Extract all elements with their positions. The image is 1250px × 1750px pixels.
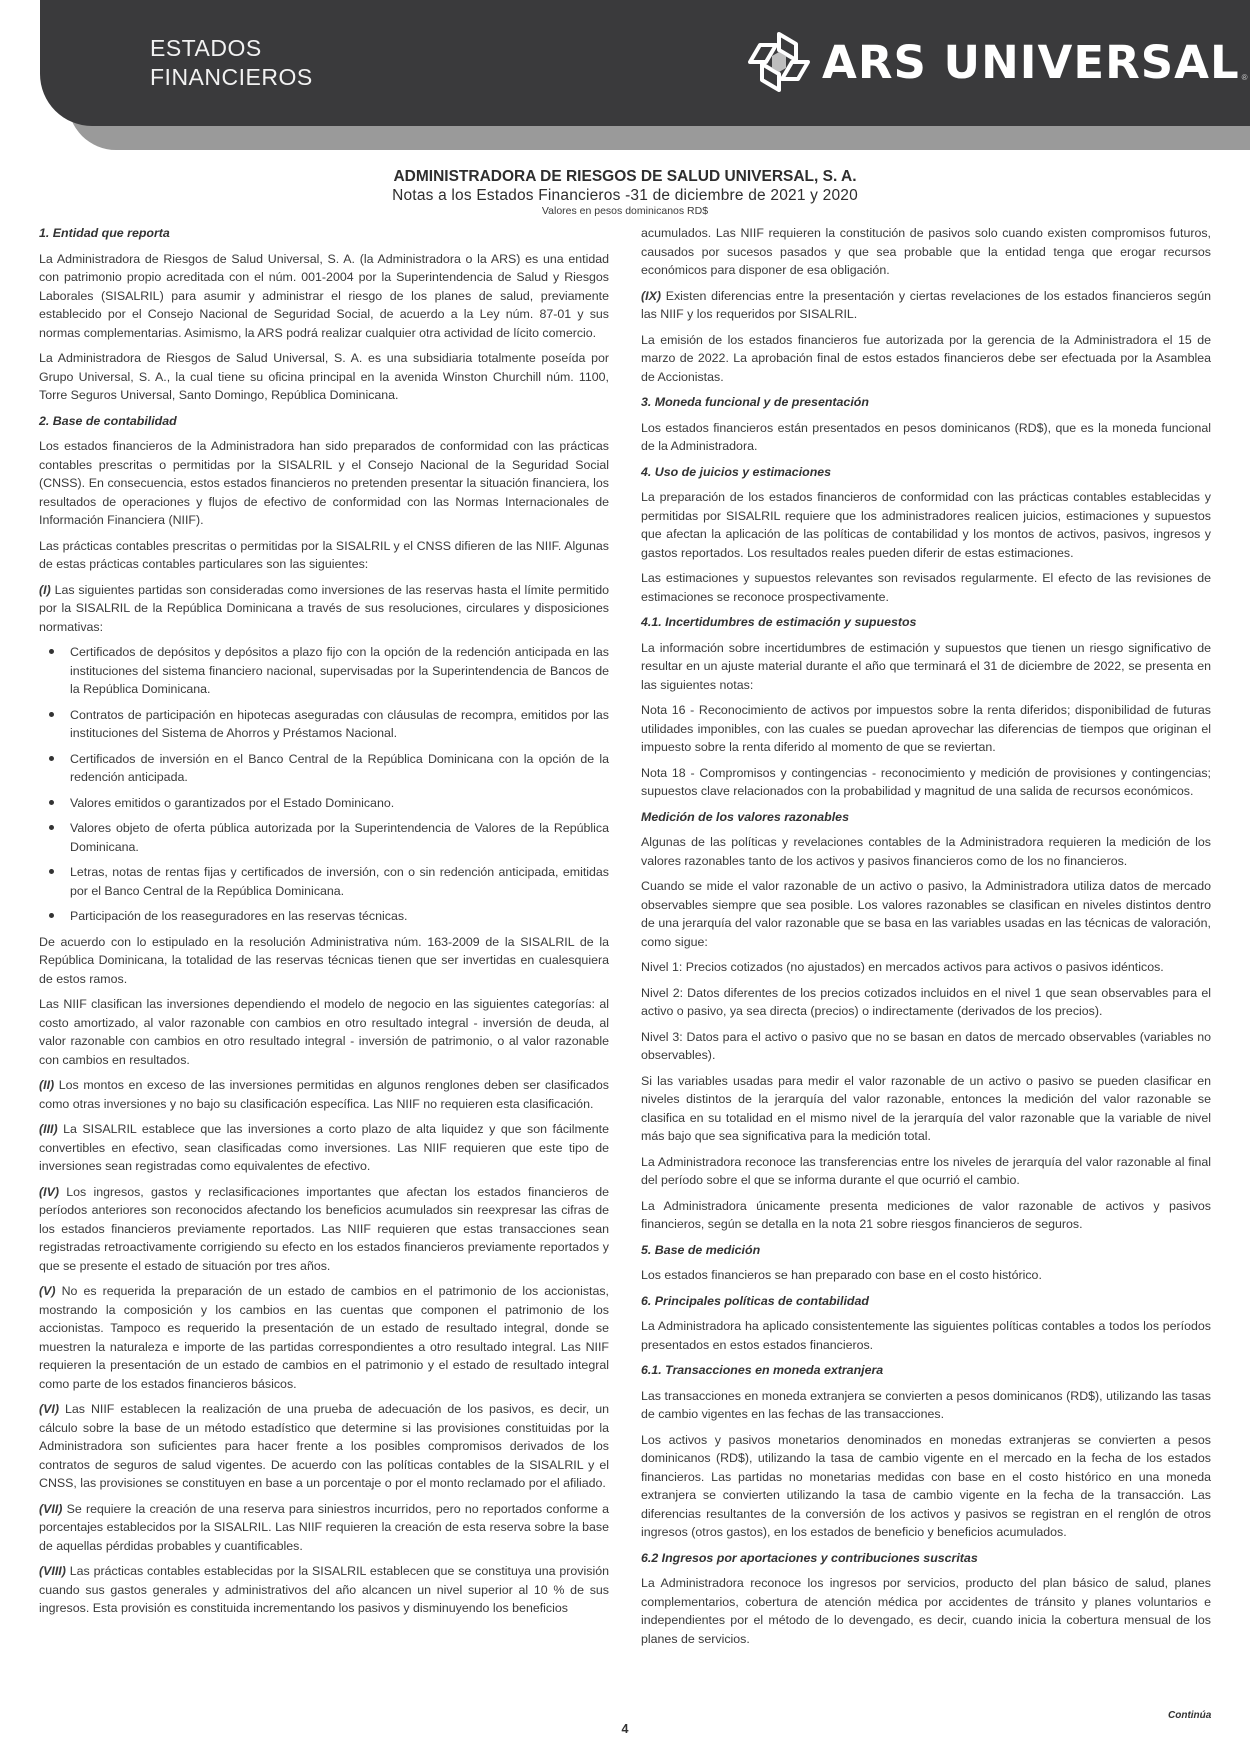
logo-wordmark: ARS UNIVERSAL <box>822 35 1240 89</box>
list-item: Valores emitidos o garantizados por el Estado Dominicano. <box>39 794 609 813</box>
item-text: La SISALRIL establece que las inversiones a corto plazo de alta liquidez y que son fácilmente convertibles en efectivo, sean clasificadas como inversiones. Las NIIF requieren que este tipo de inversiones sean registradas como equivalentes de efectivo. <box>39 1122 609 1173</box>
continued-label: Continúa <box>1168 1710 1212 1721</box>
item-marker: (IV) <box>39 1184 59 1199</box>
list-item: Certificados de inversión en el Banco Central de la República Dominicana con la opción de la redención anticipada. <box>39 750 609 787</box>
list-item: Valores objeto de oferta pública autorizada por la Superintendencia de Valores de la República Dominicana. <box>39 819 609 856</box>
section-heading: Medición de los valores razonables <box>641 809 849 824</box>
left-column <box>39 224 609 1625</box>
section-heading: 5. Base de medición <box>641 1242 761 1257</box>
item-marker: (VII) <box>39 1501 63 1516</box>
section-heading: 4.1. Incertidumbres de estimación y supuestos <box>641 615 917 629</box>
item-text: Los montos en exceso de las inversiones permitidas en algunos renglones deben ser clasificados como otras inversiones y no bajo su clasificación específica. Las NIIF no requieren esta clasificación. <box>39 1078 609 1111</box>
paragraph: Algunas de las políticas y revelaciones contables de la Administradora requieren la medición de los valores razonables tanto de los activos y pasivos financieros como de los no financieros. <box>641 835 1211 868</box>
paragraph: La Administradora ha aplicado consistentemente las siguientes políticas contables a todos los períodos presentados en estos estados financieros. <box>641 1319 1211 1352</box>
paragraph: acumulados. Las NIIF requieren la constitución de pasivos solo cuando existen compromisos futuros, causados por sucesos pasados y que sea probable que la entidad tenga que erogar recursos económicos para disponer de esa obligación. <box>641 226 1211 277</box>
paragraph: Los estados financieros están presentados en pesos dominicanos (RD$), que es la moneda funcional de la Administradora. <box>641 420 1211 453</box>
paragraph: Nivel 1: Precios cotizados (no ajustados) en mercados activos para activos o pasivos idénticos. <box>641 960 1164 974</box>
paragraph: La Administradora reconoce las transferencias entre los niveles de jerarquía del valor razonable al final del período sobre el que se informa durante el que ocurrió el cambio. <box>641 1154 1211 1187</box>
paragraph <box>39 1282 609 1393</box>
item-text: Existen diferencias entre la presentación y ciertas revelaciones de los estados financieros según las NIIF y los requeridos por SISALRIL. <box>641 288 1211 321</box>
paragraph: Las transacciones en moneda extranjera se convierten a pesos dominicanos (RD$), utilizando las tasas de cambio vigentes en las fechas de las transacciones. <box>641 1388 1211 1421</box>
section-heading: 6.1. Transacciones en moneda extranjera <box>641 1363 884 1377</box>
section-title <box>150 34 313 92</box>
paragraph: La información sobre incertidumbres de estimación y supuestos que tienen un riesgo significativo de resultar en un ajuste material durante el año que terminará el 31 de diciembre de 2022, se presenta en las siguientes notas: <box>641 640 1211 692</box>
paragraph: Nota 18 - Compromisos y contingencias - reconocimiento y medición de provisiones y contingencias; supuestos clave relacionados con la probabilidad y magnitud de una salida de recursos económicos. <box>641 765 1211 798</box>
company-name: ADMINISTRADORA DE RIESGOS DE SALUD UNIVERSAL, S. A. <box>393 168 857 185</box>
company-logo <box>746 28 1248 96</box>
item-marker: (V) <box>39 1284 56 1298</box>
paragraph <box>39 1183 609 1276</box>
paragraph: Nota 16 - Reconocimiento de activos por impuestos sobre la renta diferidos; disponibilidad de futuras utilidades imponibles, con las cuales se puedan aprovechar las diferencias de tiempos que originan el impuesto sobre la renta diferido al momento de que se reviertan. <box>641 703 1211 754</box>
paragraph: Los estados financieros se han preparado con base en el costo histórico. <box>641 1268 1042 1282</box>
section-heading: 2. Base de contabilidad <box>39 413 177 428</box>
item-marker: (VIII) <box>39 1564 66 1578</box>
paragraph: Los estados financieros de la Administradora han sido preparados de conformidad con las prácticas contables prescritas o permitidas por la SISALRIL y el Consejo Nacional de la Seguridad Social (CNSS). En consecuencia, estos estados financieros no pretenden presentar la situación financiera, los resultados de operaciones y flujos de efectivo de conformidad con las Normas Internacionales de Información Financiera (NIIF). <box>39 439 609 527</box>
logo-mark-icon <box>746 30 812 94</box>
item-marker: (VI) <box>39 1402 59 1416</box>
paragraph: La Administradora reconoce los ingresos por servicios, producto del plan básico de salud, planes complementarios, cobertura de atención médica por accidentes de tránsito y planes voluntarios e independientes por el método de lo devengado, es decir, cuando inicia la cobertura mensual de los planes de servicios. <box>641 1576 1211 1646</box>
item-text: Las NIIF establecen la realización de una prueba de adecuación de los pasivos, es decir, un cálculo sobre la base de un método estadístico que determine si las provisiones constituidas por la Administradora son suficientes para hacer frente a los posibles compromisos derivados de los contratos de seguros de salud vigentes. De acuerdo con las políticas contables de la SISALRIL y el CNSS, las provisiones se constituyen en base a un porcentaje o por el monto reclamado por el afiliado. <box>39 1402 609 1490</box>
paragraph <box>39 1500 609 1556</box>
right-column <box>641 224 1211 1655</box>
section-heading: 1. Entidad que reporta <box>39 226 170 240</box>
paragraph: La Administradora de Riesgos de Salud Universal, S. A. (la Administradora o la ARS) es una entidad con patrimonio propio acreditada con el núm. 001-2004 por la Superintendencia de Salud y Riesgos Laborales (SISALRIL) para asumir y administrar el riesgo de los planes de salud, previamente establecido por el Consejo Nacional de Seguridad Social, de acuerdo a la Ley núm. 87-01 y sus normas complementarias. Asimismo, la ARS podrá realizar cualquier otra actividad de lícito comercio. <box>39 251 609 340</box>
registered-mark: ® <box>1241 73 1248 82</box>
item-text: Las prácticas contables establecidas por la SISALRIL establecen que se constituya una provisión cuando sus gastos generales y administrativos del año alcancen un nivel superior al 10 % de sus ingresos. Esta provisión es constituida incrementando los pasivos y disminuyendo los beneficios <box>39 1564 609 1615</box>
section-heading: 6.2 Ingresos por aportaciones y contribuciones suscritas <box>641 1550 978 1565</box>
paragraph: Los activos y pasivos monetarios denominados en monedas extranjeras se convierten a pesos dominicanos (RD$), utilizando la tasa de cambio vigente en el mercado en la fecha de los estados financieros. Las partidas no monetarias medidas con base en el costo histórico en una moneda extranjera se convierten utilizando la tasa de cambio vigente en la fecha de la transacción. Las diferencias resultantes de la conversión de los activos y pasivos se registran en el renglón de otros ingresos (otros gastos), en los estados de beneficio y beneficios acumulados. <box>641 1432 1211 1539</box>
list-item: Contratos de participación en hipotecas aseguradas con cláusulas de recompra, emitidos por las instituciones del Sistema de Ahorros y Préstamos Nacional. <box>39 706 609 743</box>
list-item: Letras, notas de rentas fijas y certificados de inversión, con o sin redención anticipada, emitidas por el Banco Central de la República Dominicana. <box>39 863 609 900</box>
paragraph <box>39 1120 609 1176</box>
paragraph: La emisión de los estados financieros fue autorizada por la gerencia de la Administradora el 15 de marzo de 2022. La aprobación final de estos estados financieros debe ser efectuada por la Asamblea de Accionistas. <box>641 332 1211 384</box>
section-heading: 3. Moneda funcional y de presentación <box>641 395 869 409</box>
item-text: Las siguientes partidas son consideradas como inversiones de las reservas hasta el límite permitido por la SISALRIL de la República Dominicana a través de sus resoluciones, circulares y disposiciones normativas: <box>39 582 609 634</box>
section-heading: 6. Principales políticas de contabilidad <box>641 1293 869 1308</box>
section-title-line-1: ESTADOS <box>150 35 262 61</box>
paragraph: La Administradora únicamente presenta mediciones de valor razonable de activos y pasivos financieros, según se detalla en la nota 21 sobre riesgos financieros de seguros. <box>641 1198 1211 1231</box>
paragraph: Las prácticas contables prescritas o permitidas por la SISALRIL y el CNSS difieren de las NIIF. Algunas de estas prácticas contables particulares son las siguientes: <box>39 538 609 571</box>
paragraph <box>641 287 1211 324</box>
item-text: Se requiere la creación de una reserva para siniestros incurridos, pero no reportados conforme a porcentajes establecidos por la SISALRIL. Las NIIF requieren la creación de esta reserva sobre la base de aquellas pérdidas probables y cuantificables. <box>39 1501 609 1553</box>
paragraph <box>39 1562 609 1618</box>
paragraph: De acuerdo con lo estipulado en la resolución Administrativa núm. 163-2009 de la SISALRIL de la República Dominicana, la totalidad de las reservas técnicas tienen que ser invertidas en cualesquiera de estos ramos. <box>39 934 609 986</box>
paragraph: La preparación de los estados financieros de conformidad con las prácticas contables establecidas y permitidas por SISALRIL requiere que los administradores realicen juicios, estimaciones y supuestos que afectan la aplicación de las políticas de contabilidad y los montos de activos, pasivos, ingresos y gastos reportados. Los resultados reales pueden diferir de estas estimaciones. <box>641 490 1211 560</box>
notes-title: Notas a los Estados Financieros -31 de diciembre de 2021 y 2020 <box>392 187 858 204</box>
paragraph <box>39 1076 609 1113</box>
currency-note: Valores en pesos dominicanos RD$ <box>541 205 709 217</box>
list-item: Certificados de depósitos y depósitos a plazo fijo con la opción de la redención anticipada en las instituciones del sistema financiero nacional, supervisadas por la Superintendencia de Bancos de la República Dominicana. <box>39 643 609 699</box>
item-marker: (II) <box>39 1078 55 1092</box>
list-item: Participación de los reaseguradores en las reservas técnicas. <box>39 907 609 926</box>
paragraph: Nivel 2: Datos diferentes de los precios cotizados incluidos en el nivel 1 que sean observables para el activo o pasivo, ya sea directa (precios) o indirectamente (derivados de los precios). <box>641 985 1211 1018</box>
item-marker: (IX) <box>641 288 661 303</box>
paragraph: La Administradora de Riesgos de Salud Universal, S. A. es una subsidiaria totalmente poseída por Grupo Universal, S. A., la cual tiene su oficina principal en la avenida Winston Churchill núm. 1100, Torre Seguros Universal, Santo Domingo, República Dominicana. <box>39 351 609 402</box>
item-marker: (III) <box>39 1122 58 1136</box>
bullet-list <box>39 643 609 926</box>
paragraph: Las estimaciones y supuestos relevantes son revisados regularmente. El efecto de las revisiones de estimaciones se reconoce prospectivamente. <box>641 571 1211 604</box>
paragraph <box>39 1400 609 1493</box>
document-heading <box>0 167 1250 218</box>
section-title-line-2: FINANCIEROS <box>150 64 313 90</box>
item-text: Los ingresos, gastos y reclasificaciones importantes que afectan los estados financieros de períodos anteriores son reconocidos afectando los beneficios acumulados sin reexpresar las cifras de los estados financieros previamente reportados. Las NIIF requieren que estas transacciones sean registradas retroactivamente corrigiendo su efecto en los estados financieros previamente reportados y que se presente el estado de situación por tres años. <box>39 1184 609 1273</box>
item-marker: (I) <box>39 582 51 597</box>
paragraph: Las NIIF clasifican las inversiones dependiendo el modelo de negocio en las siguientes categorías: al costo amortizado, al valor razonable con cambios en otro resultado integral - inversión de deuda, al valor razonable con cambios en otro resultado integral - inversión de patrimonio, o al valor razonable con cambios en resultados. <box>39 997 609 1067</box>
page-number: 4 <box>621 1722 629 1736</box>
paragraph: Si las variables usadas para medir el valor razonable de un activo o pasivo se pueden clasificar en niveles distintos de la jerarquía del valor razonable, entonces la medición del valor razonable se clasifica en su totalidad en el mismo nivel de la jerarquía del valor razonable que la variable de nivel más bajo que sea significativa para la medición total. <box>641 1073 1211 1143</box>
paragraph: Cuando se mide el valor razonable de un activo o pasivo, la Administradora utiliza datos de mercado observables siempre que sea posible. Los valores razonables se clasifican en niveles distintos dentro de una jerarquía del valor razonable que se basa en las variables usadas en las técnicas de valoración, como sigue: <box>641 879 1211 949</box>
paragraph: Nivel 3: Datos para el activo o pasivo que no se basan en datos de mercado observables (variables no observables). <box>641 1029 1211 1062</box>
section-heading: 4. Uso de juicios y estimaciones <box>641 464 832 479</box>
item-text: No es requerida la preparación de un estado de cambios en el patrimonio de los accionistas, mostrando la composición y los cambios en las cuentas que componen el patrimonio de los accionistas. Tampoco es requerido la presentación de un estado de resultado integral, donde se muestren la naturaleza e importe de las partidas correspondientes a otro resultado integral. Las NIIF requieren la presentación de un estado de cambios en el patrimonio y el estado de resultado integral como parte de los estados financieros básicos. <box>39 1284 609 1391</box>
paragraph <box>39 581 609 637</box>
